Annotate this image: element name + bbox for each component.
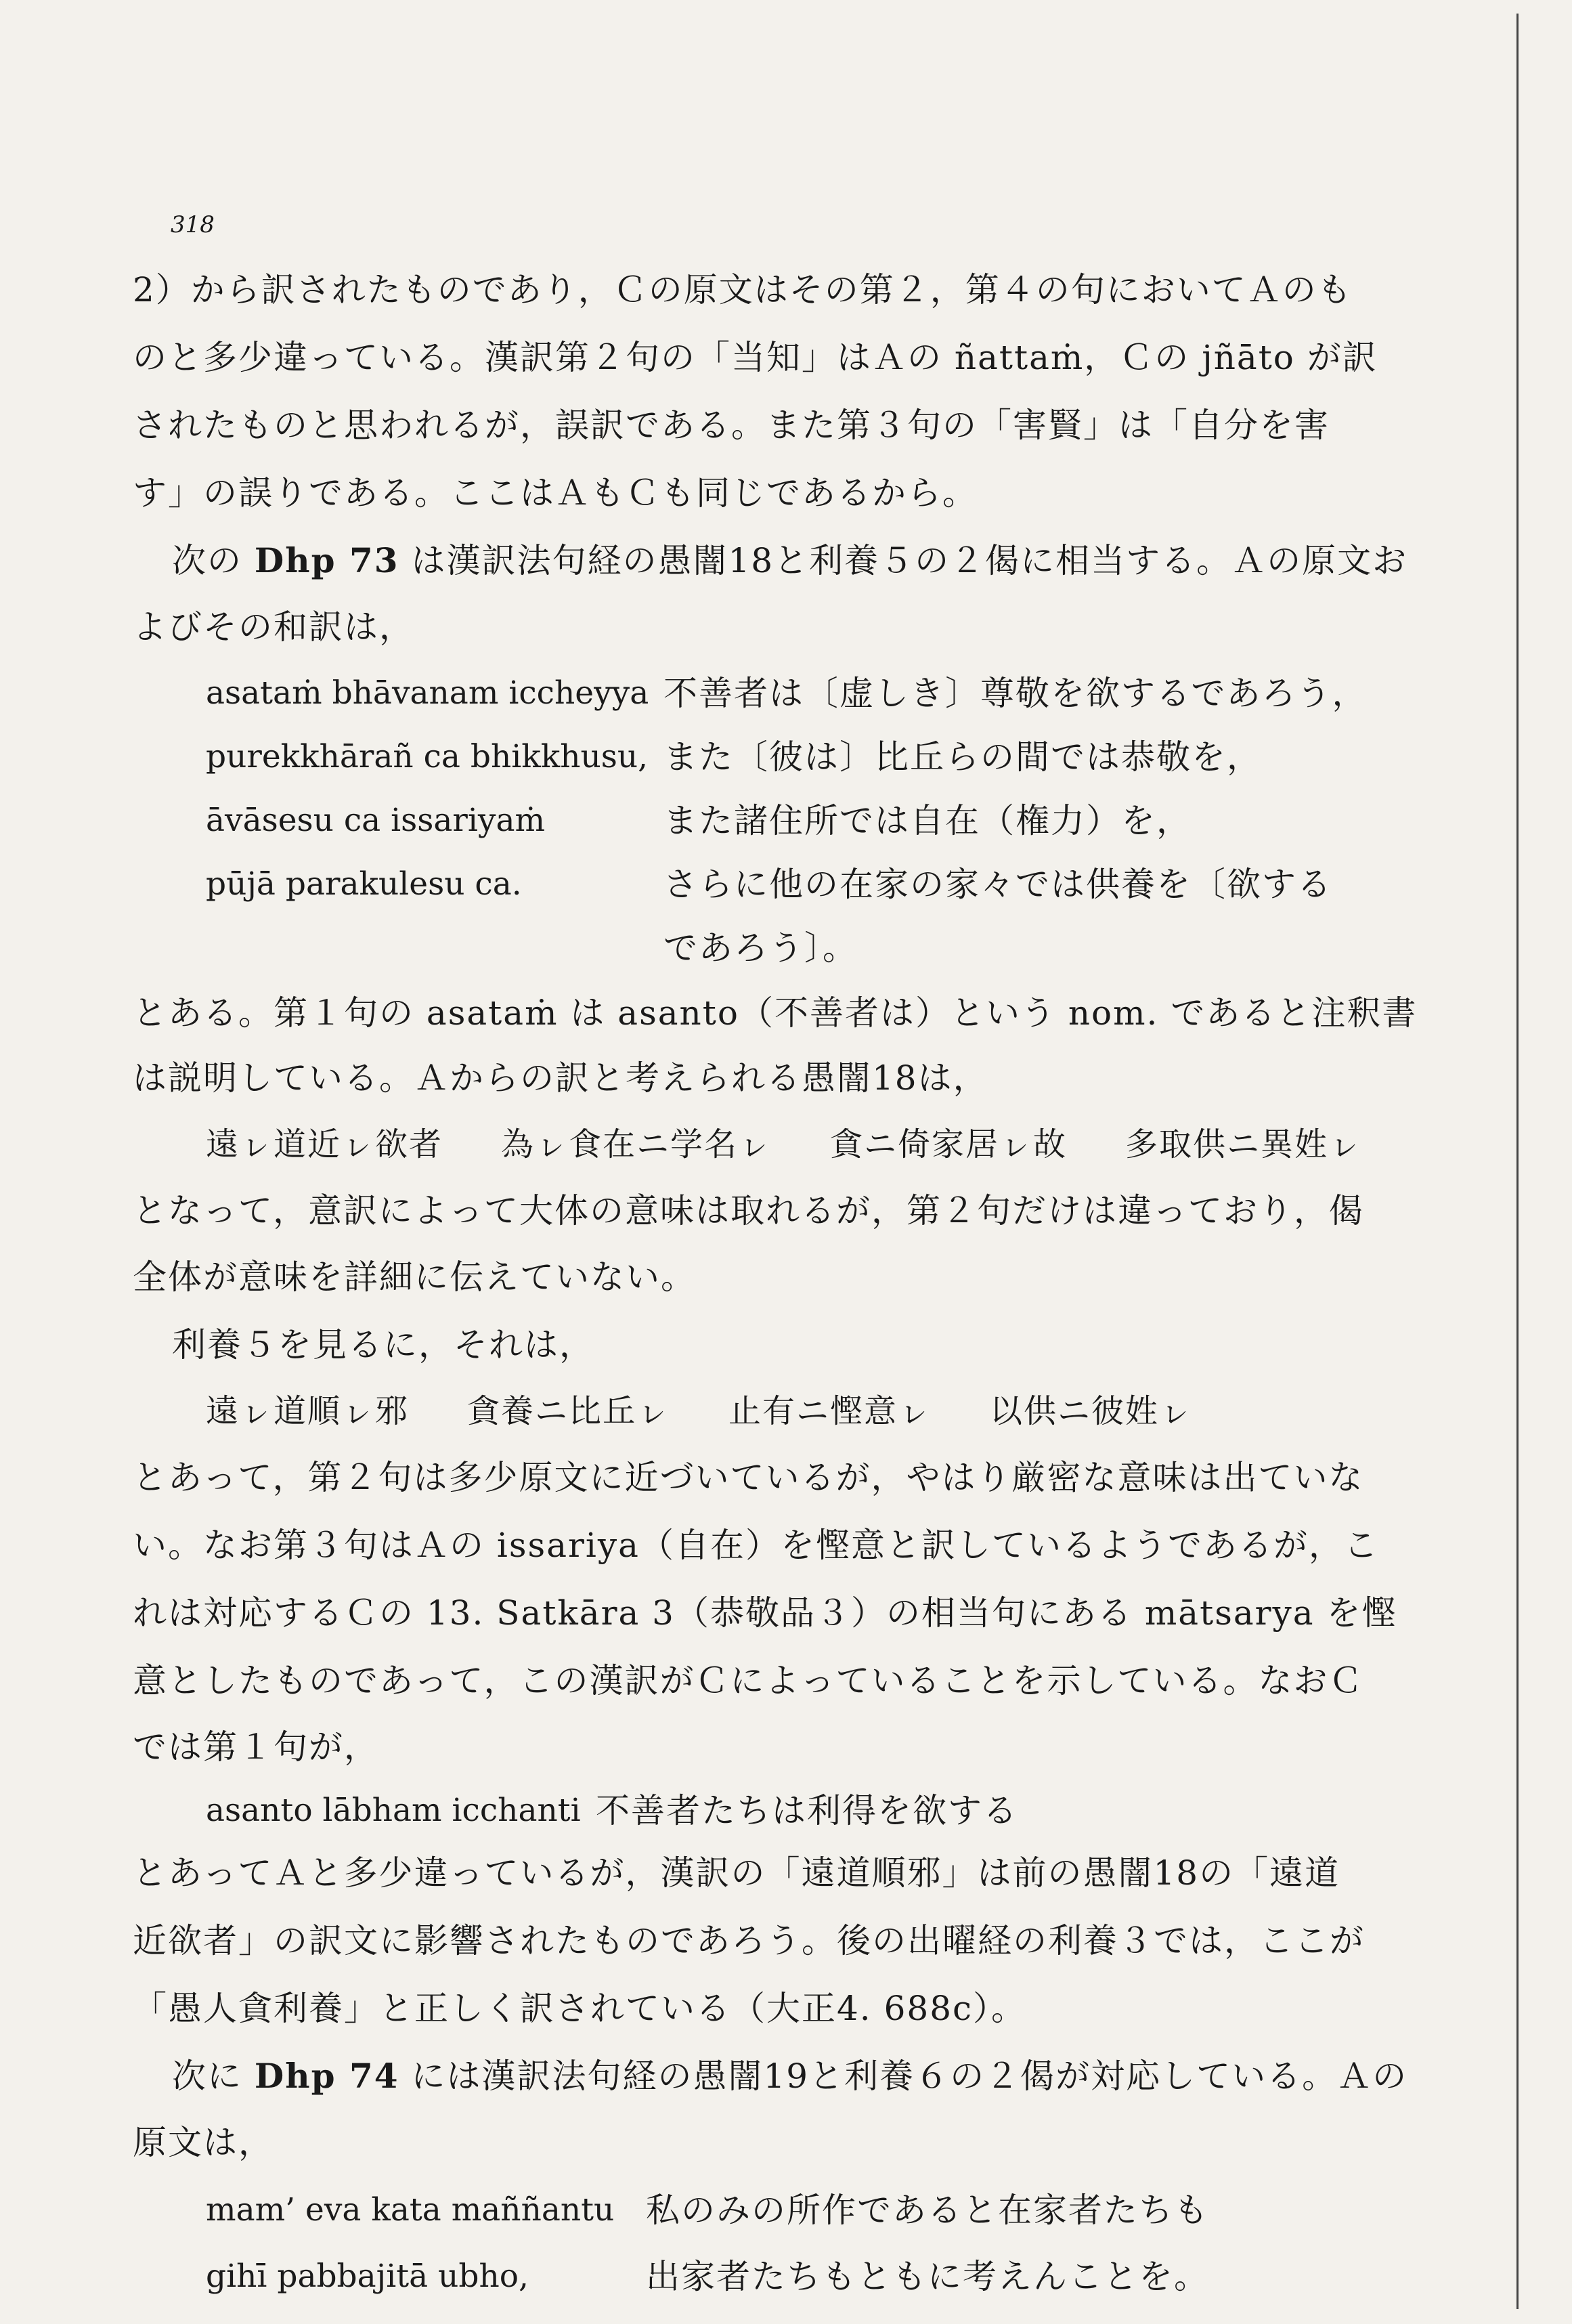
text-line: とあってＡと多少違っているが，漢訳の「遠道順邪」は前の愚闇18の「遠道 — [133, 1853, 1340, 1893]
text-line: 全体が意味を詳細に伝えていない。 — [133, 1257, 696, 1297]
text-line: れは対応するＣの 13. Satkāra 3（恭敬品３）の相当句にある mātsarya を慳 — [133, 1593, 1397, 1633]
pali-verse-line: purekkhārañ ca bhikkhusu, — [206, 738, 649, 775]
gloss-line: 私のみの所作であると在家者たちも — [646, 2191, 1209, 2230]
text-line: い。なお第３句はＡの issariya（自在）を慳意と訳しているようであるが，こ — [133, 1526, 1379, 1565]
text-line: とあって，第２句は多少原文に近づいているが，やはり厳密な意味は出ていな — [133, 1458, 1364, 1497]
gloss-line: であろう〕。 — [663, 928, 858, 968]
page-edge-line — [1516, 14, 1519, 2309]
gloss-line: また諸住所では自在（権力）を， — [663, 801, 1192, 840]
text-line: 利養５を見るに，それは， — [172, 1325, 594, 1364]
dhp-ref: Dhp 73 — [254, 540, 399, 580]
gloss-line: また〔彼は〕比丘らの間では恭敬を， — [663, 737, 1262, 777]
pali-verse-line: asataṁ bhāvanam iccheyya — [206, 674, 649, 712]
text-line: とある。第１句の asataṁ は asanto（不善者は）という nom. であると注釈書 — [133, 993, 1418, 1033]
dhp-ref: Dhp 74 — [254, 2056, 399, 2096]
text-line: 2）から訳されたものであり，Ｃの原文はその第２，第４の句においてＡのも — [133, 270, 1353, 309]
kanbun-verse: 遠ㇾ道近ㇾ欲者 為ㇾ食在ニ学名ㇾ 貪ニ倚家居ㇾ故 多取供ニ異姓ㇾ — [206, 1125, 1363, 1163]
pali-verse-line: āvāsesu ca issariyaṁ — [206, 802, 546, 839]
text-line: のと多少違っている。漢訳第２句の「当知」はＡの ñattaṁ，Ｃの jñāto が訳 — [133, 338, 1378, 377]
text-line: 近欲者」の訳文に影響されたものであろう。後の出曜経の利養３では，ここが — [133, 1921, 1365, 1960]
gloss-line: 出家者たちもともに考えんことを。 — [646, 2257, 1209, 2296]
gloss-line: 不善者たちは利得を欲する — [596, 1791, 1018, 1830]
text-line: 原文は， — [133, 2123, 274, 2162]
pali-verse-line: gihī pabbajitā ubho, — [206, 2258, 529, 2295]
text-line: は説明している。Ａからの訳と考えられる愚闇18は， — [133, 1058, 988, 1098]
text-line: 「愚人貪利養」と正しく訳されている（大正4. 688c）。 — [133, 1989, 1027, 2028]
text-line: となって，意訳によって大体の意味は取れるが，第２句だけは違っており，偈 — [133, 1191, 1364, 1230]
gloss-line: 不善者は〔虚しき〕尊敬を欲するであろう， — [663, 674, 1368, 713]
page-number: 318 — [171, 211, 215, 238]
pali-verse-line: pūjā parakulesu ca. — [206, 865, 522, 903]
text-line: す」の誤りである。ここはＡもＣも同じであるから。 — [133, 473, 978, 513]
text-line: では第１句が， — [133, 1727, 379, 1767]
kanbun-verse: 遠ㇾ道順ㇾ邪 貪養ニ比丘ㇾ 止有ニ慳意ㇾ 以供ニ彼姓ㇾ — [206, 1392, 1194, 1430]
text-line: されたものと思われるが，誤訳である。また第３句の「害賢」は「自分を害 — [133, 406, 1330, 445]
text-line: 意としたものであって，この漢訳がＣによっていることを示している。なおＣ — [133, 1661, 1364, 1700]
pali-verse-line: mam’ eva kata maññantu — [206, 2191, 615, 2229]
text-line: よびその和訳は， — [133, 607, 414, 647]
pali-verse-line: asanto lābham icchanti — [206, 1792, 581, 1829]
text-line: 次の Dhp 73 は漢訳法句経の愚闇18と利養５の２偈に相当する。Ａの原文お — [172, 540, 1408, 580]
text-line: 次に Dhp 74 には漢訳法句経の愚闇19と利養６の２偈が対応している。Ａの — [172, 2056, 1408, 2096]
gloss-line: さらに他の在家の家々では供養を〔欲する — [663, 865, 1332, 904]
